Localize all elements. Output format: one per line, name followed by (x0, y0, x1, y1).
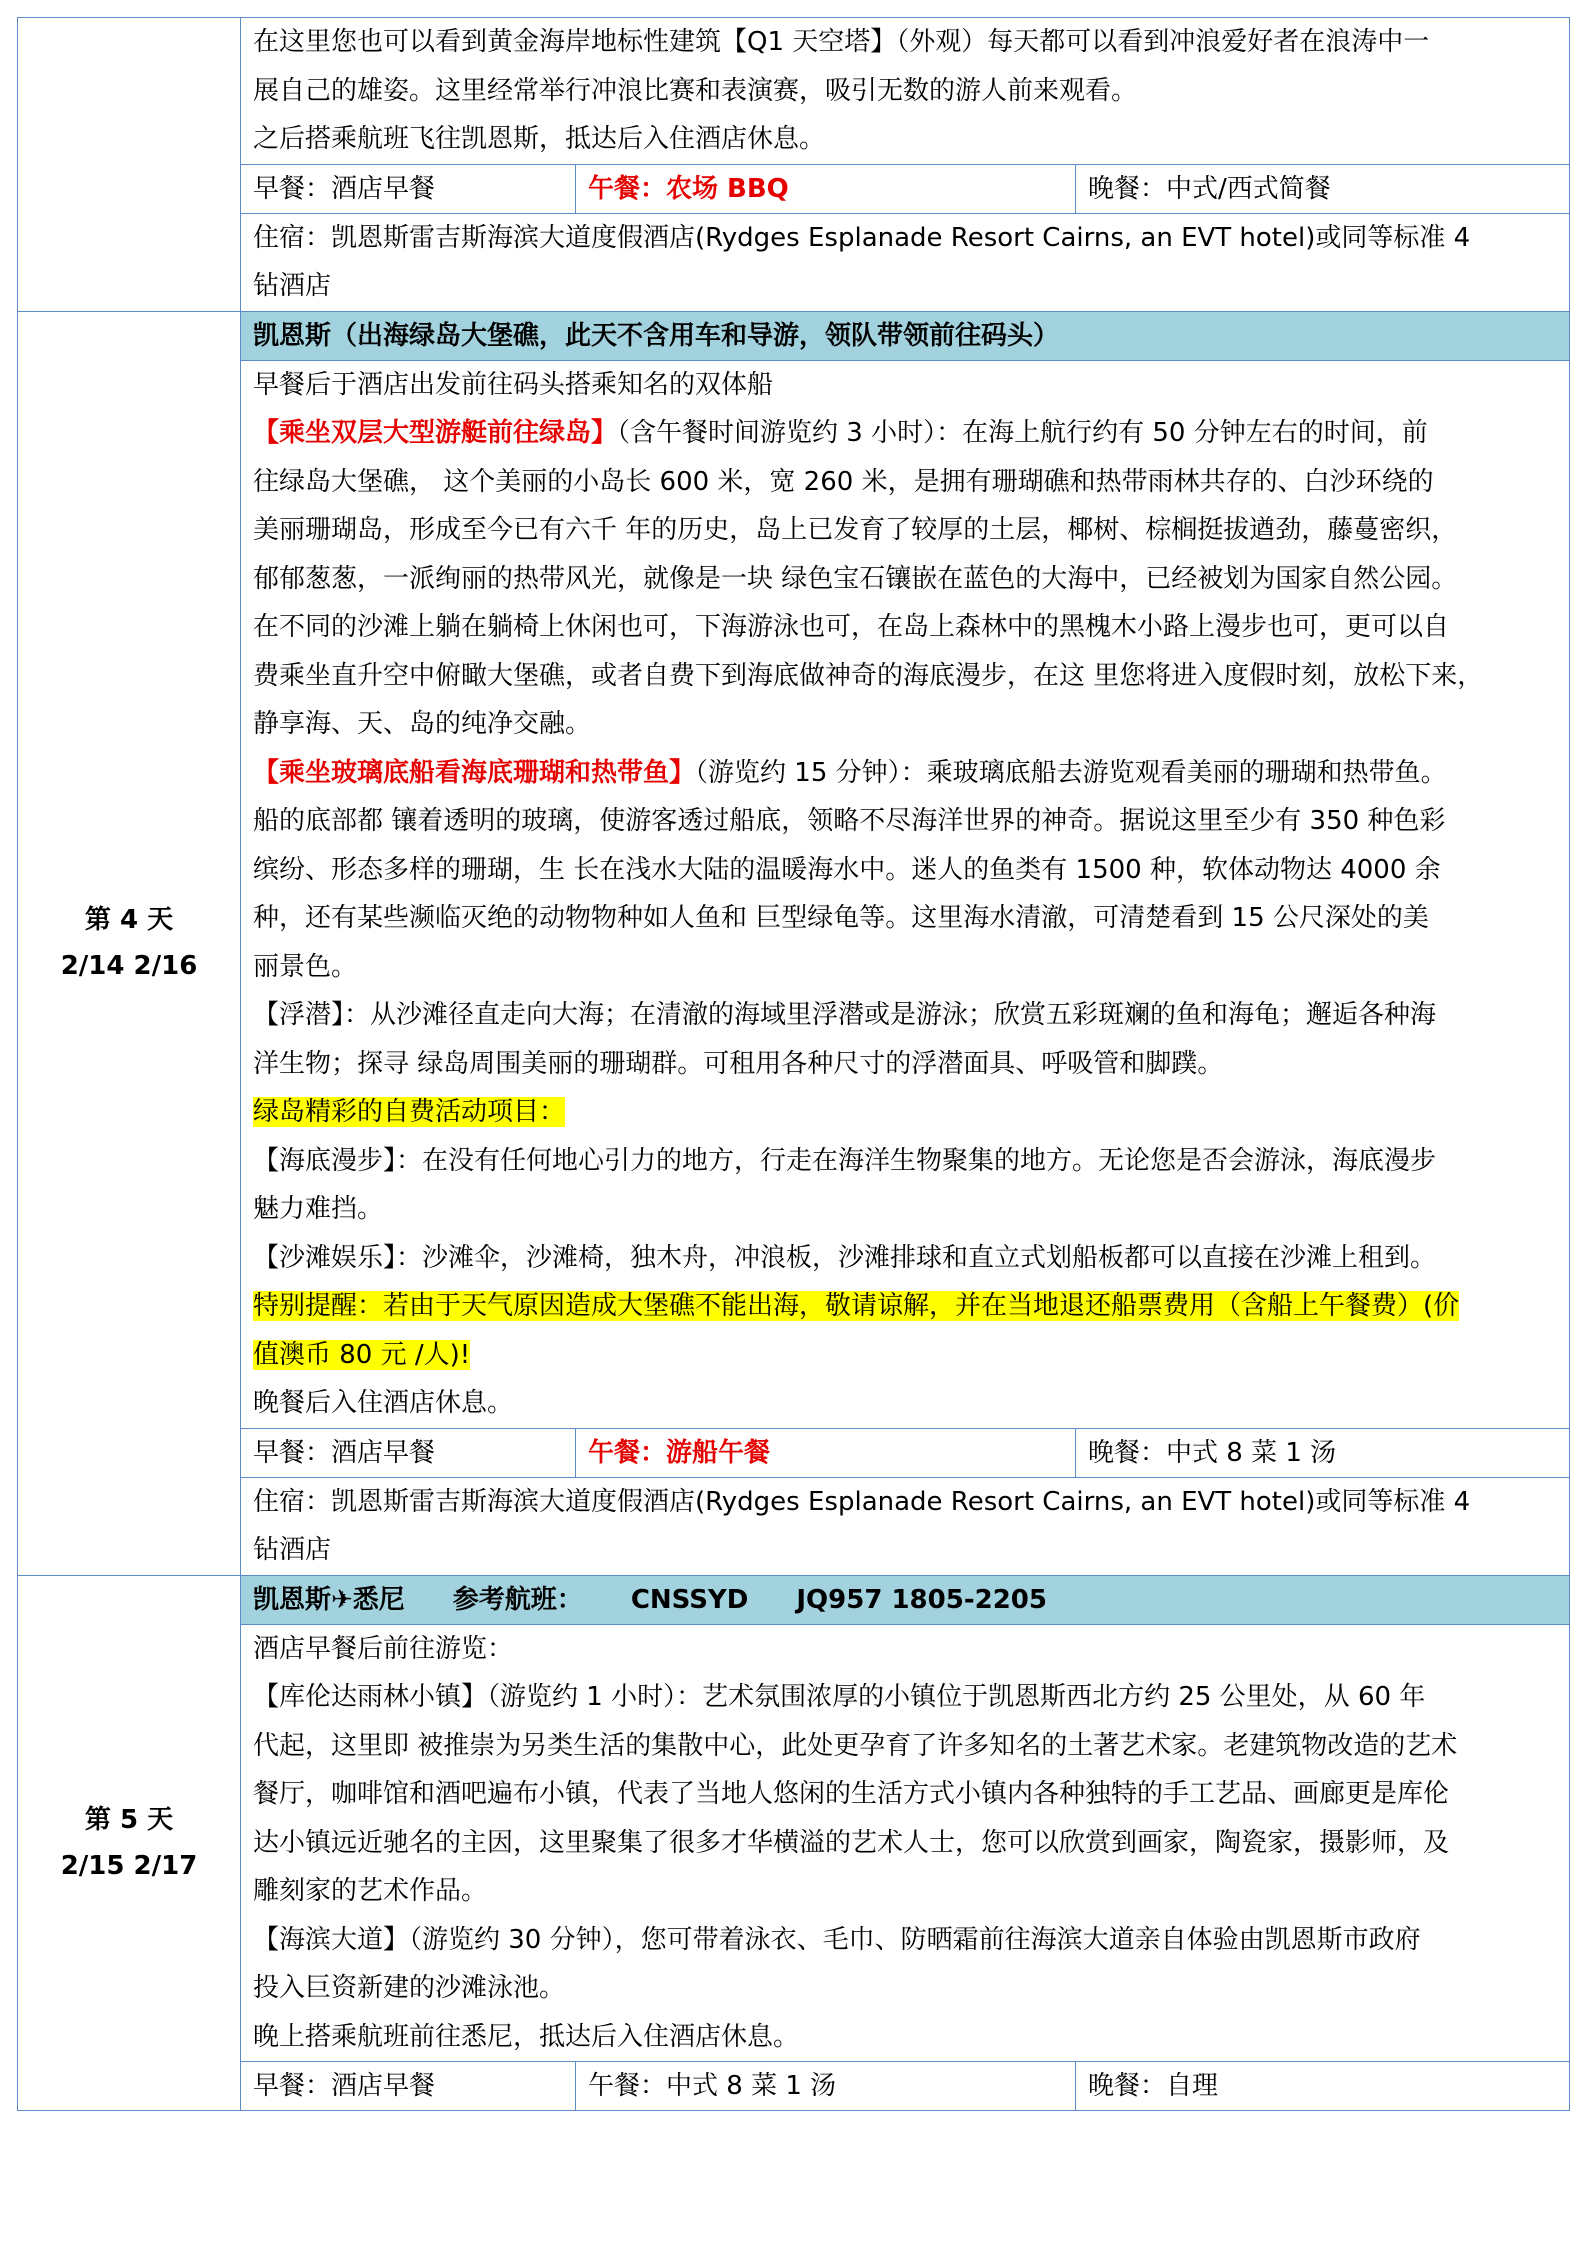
row-day3-continued (18, 18, 1570, 312)
hotel-line: 钻酒店 (253, 271, 332, 301)
day-label: 第 4 天 (84, 905, 174, 935)
text-line: 美丽珊瑚岛，形成至今已有六千 年的历史，岛上已发育了较厚的土层，椰树、棕榈挺拔遒劲，藤蔓密织， (253, 515, 1458, 545)
meals-row (241, 1428, 1569, 1477)
closing-line: 晚上搭乘航班前往悉尼，抵达后入住酒店休息。 (253, 2021, 800, 2052)
day-body (241, 360, 1569, 1428)
dinner-cell: 晚餐：中式 8 菜 1 汤 (1088, 1437, 1337, 1468)
cruise-heading: 【乘坐双层大型游艇前往绿岛】 (253, 418, 618, 448)
day-title (241, 1576, 1569, 1624)
text-line: 【海底漫步】：在没有任何地心引力的地方，行走在海洋生物聚集的地方。无论您是否会游泳，海底漫步 (253, 1145, 1437, 1176)
text-line: 【浮潜】：从沙滩径直走向大海；在清澈的海域里浮潜或是游泳；欣赏五彩斑斓的鱼和海龟；邂逅各种海 (253, 1000, 1437, 1030)
text-line: 投入巨资新建的沙滩泳池。 (253, 1973, 566, 2003)
flight-number: JQ957 1805-2205 (796, 1584, 1047, 1615)
text-line: 在不同的沙滩上躺在躺椅上休闲也可，下海游泳也可，在岛上森林中的黑槐木小路上漫步也可，更可以自 (253, 612, 1450, 642)
text-line: 之后搭乘航班飞往凯恩斯，抵达后入住酒店休息。 (253, 124, 826, 154)
glass-line (241, 749, 1569, 798)
text-line: 展自己的雄姿。这里经常举行冲浪比赛和表演赛，吸引无数的游人前来观看。 (253, 75, 1138, 106)
row-day5 (18, 1575, 1570, 2111)
text-line: 船的底部都 镶着透明的玻璃，使游客透过船底，领略不尽海洋世界的神奇。据说这里至少有 350 种色彩 (253, 806, 1446, 836)
day-dates: 2/14 2/16 (60, 951, 198, 981)
text-line: 魅力难挡。 (253, 1194, 384, 1224)
breakfast-cell: 早餐：酒店早餐 (241, 165, 576, 213)
route-code: CNSSYD (630, 1584, 749, 1615)
meals-row (241, 2061, 1569, 2110)
hotel-block (241, 213, 1569, 311)
itinerary-table (17, 17, 1570, 2111)
dinner-cell: 晚餐：自理 (1088, 2071, 1219, 2101)
text-line: 往绿岛大堡礁， 这个美丽的小岛长 600 米，宽 260 米，是拥有珊瑚礁和热带雨林共存的、白沙环绕的 (253, 466, 1434, 497)
text-line: 餐厅，咖啡馆和酒吧遍布小镇，代表了当地人悠闲的生活方式小镇内各种独特的手工艺品、画廊更是库伦 (253, 1779, 1450, 1809)
route-text: 凯恩斯✈悉尼 (253, 1584, 405, 1615)
text-line: 缤纷、形态多样的珊瑚，生 长在浅水大陆的温暖海水中。迷人的鱼类有 1500 种，软体动物达 4000 余 (253, 854, 1441, 885)
day-dates: 2/15 2/17 (60, 1850, 198, 1881)
breakfast-cell: 早餐：酒店早餐 (241, 2062, 576, 2110)
text-line: 【沙滩娱乐】：沙滩伞，沙滩椅，独木舟，冲浪板，沙滩排球和直立式划船板都可以直接在沙滩上租到。 (253, 1242, 1437, 1273)
text-line: 种，还有某些濒临灭绝的动物物种如人鱼和 巨型绿龟等。这里海水清澈，可清楚看到 15 公尺深处的美 (253, 903, 1429, 933)
glass-heading: 【乘坐玻璃底船看海底珊瑚和热带鱼】 (253, 757, 696, 788)
text-line: 丽景色。 (253, 951, 358, 982)
text-line: 【库伦达雨林小镇】（游览约 1 小时）：艺术氛围浓厚的小镇位于凯恩斯西北方约 25 公里处，从 60 年 (253, 1682, 1426, 1712)
lunch-cell: 午餐：游船午餐 (576, 1429, 1076, 1477)
lunch-cell: 午餐：中式 8 菜 1 汤 (576, 2062, 1076, 2110)
closing-line: 晚餐后入住酒店休息。 (253, 1388, 514, 1418)
day-cell (18, 1575, 241, 2111)
meals-row (241, 164, 1569, 213)
breakfast-cell: 早餐：酒店早餐 (241, 1429, 576, 1477)
text-line: 代起，这里即 被推崇为另类生活的集散中心，此处更孕育了许多知名的土著艺术家。老建筑物改造的艺术 (253, 1730, 1458, 1761)
notice-line (241, 1282, 1569, 1331)
text-line: 雕刻家的艺术作品。 (253, 1876, 488, 1906)
hotel-block (241, 1477, 1569, 1575)
text-line: 静享海、天、岛的纯净交融。 (253, 709, 592, 739)
cruise-text: （含午餐时间游览约 3 小时）：在海上航行约有 50 分钟左右的时间，前 (617, 418, 1428, 448)
day-title: 凯恩斯（出海绿岛大堡礁，此天不含用车和导游，领队带领前往码头） (241, 312, 1569, 360)
cruise-line (241, 409, 1569, 458)
day-cell-empty (18, 18, 241, 312)
row-day4 (18, 311, 1570, 1575)
text-line: 洋生物；探寻 绿岛周围美丽的珊瑚群。可租用各种尺寸的浮潜面具、呼吸管和脚蹼。 (253, 1048, 1224, 1079)
content-cell (241, 1575, 1570, 2111)
content-cell (241, 311, 1570, 1575)
notice-text: 值澳币 80 元 /人)! (253, 1339, 471, 1370)
text-line: 在这里您也可以看到黄金海岸地标性建筑【Q1 天空塔】（外观）每天都可以看到冲浪爱好者在浪涛中一 (253, 27, 1430, 57)
hotel-line: 住宿：凯恩斯雷吉斯海滨大道度假酒店(Rydges Esplanade Resort Cairns, an EVT hotel)或同等标准 4 (253, 222, 1471, 253)
day-label: 第 5 天 (84, 1804, 174, 1835)
text-line: 达小镇远近驰名的主因，这里聚集了很多才华横溢的艺术人士，您可以欣赏到画家，陶瓷家，摄影师，及 (253, 1827, 1450, 1858)
dinner-cell: 晚餐：中式/西式简餐 (1088, 173, 1331, 204)
day-body (241, 1624, 1569, 2062)
hotel-line: 钻酒店 (253, 1535, 332, 1565)
reference-flight-label: 参考航班： (452, 1584, 583, 1615)
hotel-line: 住宿：凯恩斯雷吉斯海滨大道度假酒店(Rydges Esplanade Resort Cairns, an EVT hotel)或同等标准 4 (253, 1486, 1471, 1517)
glass-text: （游览约 15 分钟）：乘玻璃底船去游览观看美丽的珊瑚和热带鱼。 (695, 757, 1447, 788)
text-line: 【海滨大道】（游览约 30 分钟），您可带着泳衣、毛巾、防晒霜前往海滨大道亲自体验由凯恩斯市政府 (253, 1924, 1421, 1955)
intro-line: 酒店早餐后前往游览： (253, 1633, 514, 1664)
notice-text: 特别提醒：若由于天气原因造成大堡礁不能出海，敬请谅解，并在当地退还船票费用（含船上午餐费）(价 (253, 1291, 1460, 1321)
content-cell (241, 18, 1570, 312)
notice-line (241, 1331, 1569, 1380)
lunch-cell: 午餐：农场 BBQ (576, 165, 1076, 213)
optional-heading-line (241, 1088, 1569, 1137)
text-line: 费乘坐直升空中俯瞰大堡礁，或者自费下到海底做神奇的海底漫步，在这 里您将进入度假时刻，放松下来， (253, 660, 1484, 691)
day-cell (18, 311, 241, 1575)
text-line: 郁郁葱葱，一派绚丽的热带风光，就像是一块 绿色宝石镶嵌在蓝色的大海中，已经被划为国家自然公园。 (253, 563, 1458, 594)
optional-heading: 绿岛精彩的自费活动项目： (253, 1097, 566, 1127)
intro-line: 早餐后于酒店出发前往码头搭乘知名的双体船 (253, 369, 774, 400)
